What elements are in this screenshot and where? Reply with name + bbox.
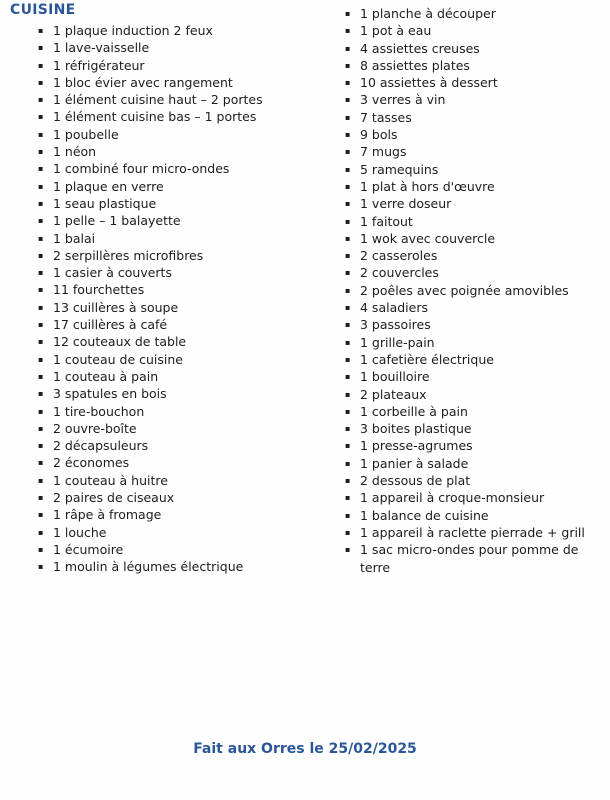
item-text: 2 paires de ciseaux [53, 490, 175, 506]
square-bullet-icon: ▪ [345, 545, 351, 555]
square-bullet-icon: ▪ [345, 112, 351, 122]
item-text: 1 élément cuisine bas – 1 portes [53, 109, 257, 125]
list-item [345, 299, 587, 316]
list-item [38, 212, 300, 229]
item-text: 9 bols [360, 127, 398, 143]
item-text: 3 spatules en bois [53, 386, 167, 402]
item-text: 2 casseroles [360, 248, 438, 264]
square-bullet-icon: ▪ [345, 320, 351, 330]
square-bullet-icon: ▪ [38, 95, 44, 105]
list-item [38, 472, 300, 489]
square-bullet-icon: ▪ [38, 371, 44, 381]
square-bullet-icon: ▪ [345, 130, 351, 140]
list-item [38, 126, 300, 143]
item-text: 1 pelle – 1 balayette [53, 213, 181, 229]
square-bullet-icon: ▪ [38, 406, 44, 416]
list-item [38, 39, 300, 56]
list-item [345, 22, 587, 39]
list-item [345, 368, 587, 385]
square-bullet-icon: ▪ [345, 95, 351, 105]
item-text: 12 couteaux de table [53, 334, 187, 350]
list-item [38, 489, 300, 506]
square-bullet-icon: ▪ [38, 285, 44, 295]
square-bullet-icon: ▪ [345, 268, 351, 278]
list-item [345, 178, 587, 195]
list-item [345, 455, 587, 472]
square-bullet-icon: ▪ [38, 354, 44, 364]
list-item [345, 91, 587, 108]
item-text: 1 cafetière électrique [360, 351, 494, 367]
list-item [345, 161, 587, 178]
list-item [38, 333, 300, 350]
square-bullet-icon: ▪ [38, 423, 44, 433]
square-bullet-icon: ▪ [38, 527, 44, 537]
square-bullet-icon: ▪ [38, 198, 44, 208]
square-bullet-icon: ▪ [345, 60, 351, 70]
list-item [345, 507, 587, 524]
list-item [38, 541, 300, 558]
square-bullet-icon: ▪ [38, 320, 44, 330]
item-text: 1 bouilloire [360, 369, 430, 385]
square-bullet-icon: ▪ [38, 43, 44, 53]
list-item [345, 247, 587, 264]
item-text: 1 réfrigérateur [53, 57, 145, 73]
list-item [345, 109, 587, 126]
list-item [38, 351, 300, 368]
item-text: 1 néon [53, 144, 97, 160]
item-text: 1 moulin à légumes électrique [53, 559, 244, 575]
item-text: 1 sac micro-ondes pour pomme de terre [360, 542, 579, 575]
item-text: 1 presse-agrumes [360, 438, 473, 454]
item-text: 2 serpillères microfibres [53, 247, 204, 263]
list-item [38, 195, 300, 212]
square-bullet-icon: ▪ [345, 354, 351, 364]
list-item [38, 247, 300, 264]
square-bullet-icon: ▪ [345, 216, 351, 226]
item-text: 2 plateaux [360, 386, 427, 402]
list-item [345, 126, 587, 143]
square-bullet-icon: ▪ [345, 493, 351, 503]
square-bullet-icon: ▪ [345, 78, 351, 88]
item-text: 1 grille-pain [360, 334, 435, 350]
square-bullet-icon: ▪ [345, 233, 351, 243]
kitchen-inventory-list-left [38, 22, 300, 576]
list-item [38, 420, 300, 437]
square-bullet-icon: ▪ [38, 60, 44, 70]
square-bullet-icon: ▪ [38, 147, 44, 157]
list-item [345, 5, 587, 22]
list-item [38, 454, 300, 471]
list-item [345, 282, 587, 299]
list-item [345, 40, 587, 57]
square-bullet-icon: ▪ [345, 199, 351, 209]
square-bullet-icon: ▪ [345, 303, 351, 313]
item-text: 1 faitout [360, 213, 413, 229]
square-bullet-icon: ▪ [38, 216, 44, 226]
item-text: 1 planche à découper [360, 6, 496, 21]
square-bullet-icon: ▪ [38, 441, 44, 451]
item-text: 1 appareil à raclette pierrade + grill [360, 524, 585, 540]
square-bullet-icon: ▪ [345, 406, 351, 416]
item-text: 1 appareil à croque-monsieur [360, 490, 545, 506]
item-text: 2 économes [53, 455, 130, 471]
footer-date: Fait aux Orres le 25/02/2025 [193, 741, 417, 757]
item-text: 1 couteau de cuisine [53, 351, 183, 367]
item-text: 3 passoires [360, 317, 431, 333]
square-bullet-icon: ▪ [345, 9, 351, 18]
item-text: 1 plaque induction 2 feux [53, 23, 213, 38]
square-bullet-icon: ▪ [345, 26, 351, 36]
list-item [345, 334, 587, 351]
item-text: 1 bloc évier avec rangement [53, 74, 233, 90]
square-bullet-icon: ▪ [38, 544, 44, 554]
item-text: 17 cuillères à café [53, 317, 168, 333]
square-bullet-icon: ▪ [345, 147, 351, 157]
item-text: 7 mugs [360, 144, 407, 160]
list-item [345, 403, 587, 420]
page-title: CUISINE [10, 2, 76, 18]
square-bullet-icon: ▪ [345, 510, 351, 520]
item-text: 1 râpe à fromage [53, 507, 162, 523]
list-item [38, 437, 300, 454]
item-text: 3 boites plastique [360, 421, 472, 437]
square-bullet-icon: ▪ [345, 372, 351, 382]
item-text: 11 fourchettes [53, 282, 145, 298]
list-item [345, 195, 587, 212]
item-text: 2 dessous de plat [360, 473, 471, 489]
list-item [38, 403, 300, 420]
square-bullet-icon: ▪ [38, 337, 44, 347]
square-bullet-icon: ▪ [38, 77, 44, 87]
list-item [345, 386, 587, 403]
list-item [345, 213, 587, 230]
square-bullet-icon: ▪ [38, 26, 44, 35]
square-bullet-icon: ▪ [345, 285, 351, 295]
item-text: 1 pot à eau [360, 23, 432, 39]
item-text: 1 seau plastique [53, 195, 157, 211]
square-bullet-icon: ▪ [345, 527, 351, 537]
list-item [345, 541, 587, 576]
item-text: 4 assiettes creuses [360, 40, 480, 56]
list-item [38, 57, 300, 74]
list-item [345, 489, 587, 506]
square-bullet-icon: ▪ [38, 164, 44, 174]
list-item [38, 74, 300, 91]
square-bullet-icon: ▪ [38, 250, 44, 260]
square-bullet-icon: ▪ [345, 337, 351, 347]
item-text: 1 balance de cuisine [360, 507, 489, 523]
item-text: 2 poêles avec poignée amovibles [360, 282, 569, 298]
list-item [345, 57, 587, 74]
square-bullet-icon: ▪ [38, 458, 44, 468]
list-item [38, 524, 300, 541]
item-text: 1 plaque en verre [53, 178, 164, 194]
list-item [38, 506, 300, 523]
square-bullet-icon: ▪ [38, 112, 44, 122]
list-item [38, 160, 300, 177]
list-item [38, 316, 300, 333]
square-bullet-icon: ▪ [38, 475, 44, 485]
item-text: 1 poubelle [53, 126, 119, 142]
square-bullet-icon: ▪ [345, 164, 351, 174]
item-text: 1 écumoire [53, 541, 124, 557]
list-item [38, 368, 300, 385]
list-item [345, 524, 587, 541]
item-text: 3 verres à vin [360, 92, 446, 108]
list-item [345, 264, 587, 281]
item-text: 4 saladiers [360, 300, 428, 316]
list-item [38, 178, 300, 195]
list-item [38, 143, 300, 160]
item-text: 1 verre doseur [360, 196, 452, 212]
item-text: 1 lave-vaisselle [53, 40, 150, 56]
item-text: 1 wok avec couvercle [360, 230, 496, 246]
list-item [345, 437, 587, 454]
item-text: 2 ouvre-boîte [53, 420, 137, 436]
list-item [345, 316, 587, 333]
list-item [38, 91, 300, 108]
square-bullet-icon: ▪ [345, 441, 351, 451]
item-text: 10 assiettes à dessert [360, 75, 498, 91]
list-item [38, 385, 300, 402]
item-text: 1 élément cuisine haut – 2 portes [53, 92, 263, 108]
square-bullet-icon: ▪ [345, 251, 351, 261]
item-text: 1 couteau à pain [53, 368, 159, 384]
list-item [345, 420, 587, 437]
square-bullet-icon: ▪ [345, 43, 351, 53]
square-bullet-icon: ▪ [38, 510, 44, 520]
item-text: 5 ramequins [360, 161, 439, 177]
list-item [345, 143, 587, 160]
list-item [345, 74, 587, 91]
item-text: 1 corbeille à pain [360, 403, 468, 419]
square-bullet-icon: ▪ [38, 129, 44, 139]
list-item [38, 264, 300, 281]
square-bullet-icon: ▪ [38, 181, 44, 191]
list-item [38, 22, 300, 39]
list-item [345, 472, 587, 489]
item-text: 1 panier à salade [360, 455, 469, 471]
list-item [38, 230, 300, 247]
item-text: 1 plat à hors d'œuvre [360, 178, 495, 194]
list-item [38, 299, 300, 316]
list-item [38, 558, 300, 575]
item-text: 1 casier à couverts [53, 265, 172, 281]
item-text: 2 couvercles [360, 265, 439, 281]
square-bullet-icon: ▪ [38, 268, 44, 278]
square-bullet-icon: ▪ [345, 476, 351, 486]
item-text: 13 cuillères à soupe [53, 299, 179, 315]
item-text: 1 tire-bouchon [53, 403, 145, 419]
item-text: 1 balai [53, 230, 96, 246]
item-text: 1 combiné four micro-ondes [53, 161, 230, 177]
square-bullet-icon: ▪ [345, 424, 351, 434]
square-bullet-icon: ▪ [345, 181, 351, 191]
item-text: 1 louche [53, 524, 107, 540]
item-text: 7 tasses [360, 109, 412, 125]
list-item [345, 230, 587, 247]
item-text: 1 couteau à huitre [53, 472, 168, 488]
square-bullet-icon: ▪ [38, 233, 44, 243]
square-bullet-icon: ▪ [345, 389, 351, 399]
list-item [38, 281, 300, 298]
kitchen-inventory-list-right [345, 5, 587, 576]
square-bullet-icon: ▪ [345, 458, 351, 468]
list-item [38, 108, 300, 125]
item-text: 8 assiettes plates [360, 57, 470, 73]
list-item [345, 351, 587, 368]
square-bullet-icon: ▪ [38, 302, 44, 312]
square-bullet-icon: ▪ [38, 389, 44, 399]
square-bullet-icon: ▪ [38, 562, 44, 572]
square-bullet-icon: ▪ [38, 493, 44, 503]
item-text: 2 décapsuleurs [53, 438, 149, 454]
